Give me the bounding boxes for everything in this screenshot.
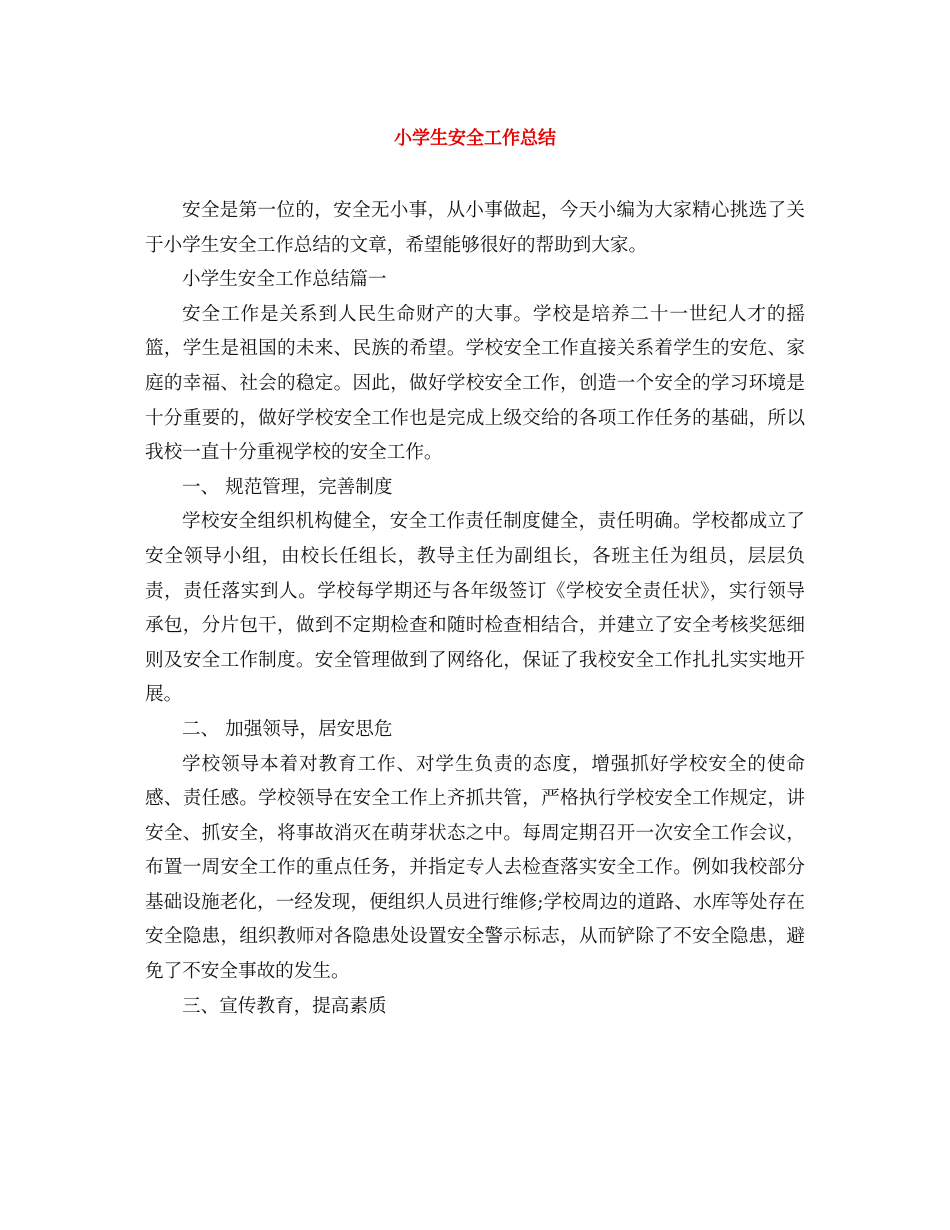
document-title: 小学生安全工作总结: [394, 128, 556, 149]
intro-paragraph: 安全是第一位的，安全无小事，从小事做起，今天小编为大家精心挑选了关于小学生安全工作总结的文章，希望能够很好的帮助到大家。: [145, 200, 805, 256]
chapter-heading: 小学生安全工作总结篇一: [182, 269, 387, 291]
section-1-text: 学校安全组织机构健全，安全工作责任制度健全，责任明确。学校都成立了安全领导小组，由校长任组长，教导主任为副组长，各班主任为组员，层层负责，责任落实到人。学校每学期还与各年级签订《学校安全责任状》，实行领导承包，分片包干，做到不定期检查和随时检查相结合，并建立了安全考核奖惩细则及安全工作制度。安全管理做到了网络化，保证了我校安全工作扎扎实实地开展。: [145, 511, 805, 706]
section-2-heading: 二、 加强领导，居安思危: [182, 718, 393, 740]
document-body: [145, 194, 805, 1024]
section-3-heading: 三、宣传教育，提高素质: [182, 995, 387, 1017]
section-1-heading: 一、 规范管理，完善制度: [182, 476, 393, 498]
paragraph-1: 安全工作是关系到人民生命财产的大事。学校是培养二十一世纪人才的摇篮，学生是祖国的未来、民族的希望。学校安全工作直接关系着学生的安危、家庭的幸福、社会的稳定。因此，做好学校安全工作，创造一个安全的学习环境是十分重要的，做好学校安全工作也是完成上级交给的各项工作任务的基础，所以我校一直十分重视学校的安全工作。: [145, 303, 805, 464]
section-2-text: 学校领导本着对教育工作、对学生负责的态度，增强抓好学校安全的使命感、责任感。学校领导在安全工作上齐抓共管，严格执行学校安全工作规定，讲安全、抓安全，将事故消灭在萌芽状态之中。每周定期召开一次安全工作会议，布置一周安全工作的重点任务，并指定专人去检查落实安全工作。例如我校部分基础设施老化，一经发现，便组织人员进行维修;学校周边的道路、水库等处存在安全隐患，组织教师对各隐患处设置安全警示标志，从而铲除了不安全隐患，避免了不安全事故的发生。: [145, 753, 805, 983]
